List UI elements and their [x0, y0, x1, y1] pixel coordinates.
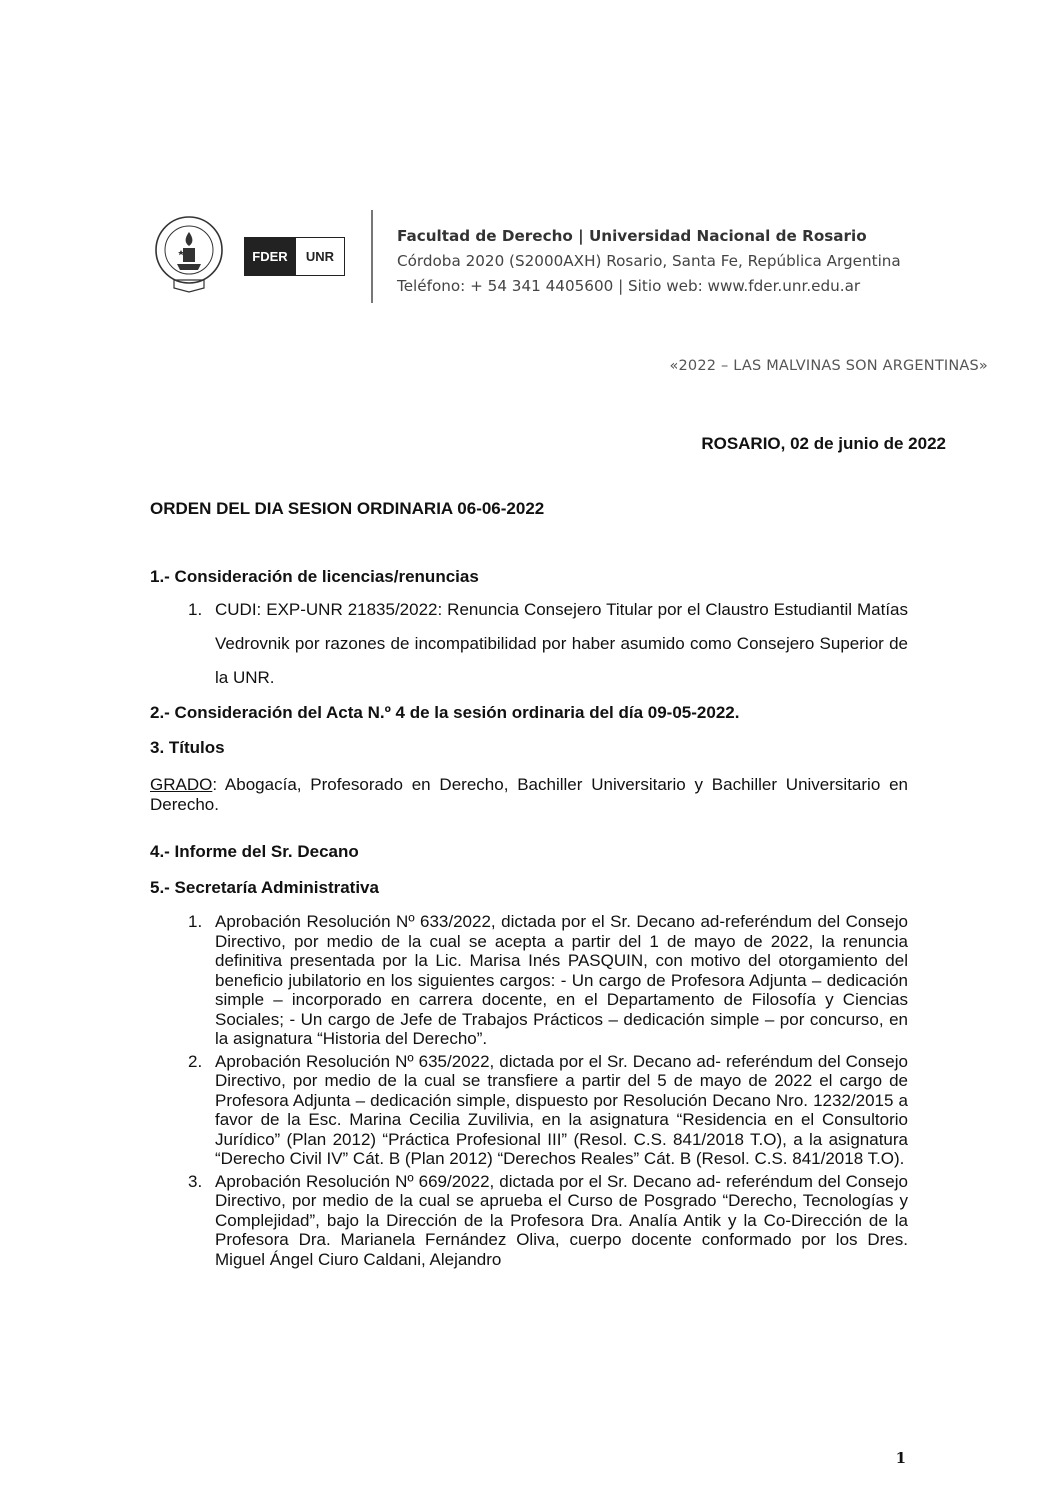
grado-text: : Abogacía, Profesorado en Derecho, Bachiller Universitario y Bachiller Universitario en Derecho. [150, 775, 908, 814]
list-number: 2. [188, 1051, 203, 1071]
list-text: Aprobación Resolución Nº 635/2022, dictada por el Sr. Decano ad- referéndum del Consejo Directivo, por medio de la cual se transfiere a partir del 5 de mayo de 2022 el cargo de Profesora Adjunta – dedicación simple, dispuesto por Resolución Decano Nro. 1232/2015 a favor de la Esc. Marina Cecilia Zuvilivia, en la asignatura “Residencia en el Consultorio Jurídico” (Plan 2012) “Práctica Profesional III” (Resol. C.S. 841/2018 T.O), a la asignatura “Derecho Civil IV” Cát. B (Plan 2012) “Derechos Reales” Cát. B (Resol. C.S. 841/2018 T.O). [215, 1051, 908, 1168]
unr-logo-box: UNR [295, 237, 345, 276]
list-item [150, 1052, 908, 1169]
page-number: 1 [895, 1449, 906, 1467]
institution-address: Córdoba 2020 (S2000AXH) Rosario, Santa Fe, República Argentina [397, 252, 901, 270]
fder-logo-box: FDER [244, 237, 296, 276]
document-title: ORDEN DEL DIA SESION ORDINARIA 06-06-2022 [150, 499, 545, 518]
list-item [150, 1172, 908, 1270]
motto: «2022 – LAS MALVINAS SON ARGENTINAS» [669, 358, 988, 374]
grado-label: GRADO [150, 775, 213, 794]
list-number: 1. [188, 912, 203, 931]
list-item [150, 912, 908, 1049]
section-title: 2.- Consideración del Acta N.º 4 de la sesión ordinaria del día 09-05-2022. [150, 703, 740, 722]
institution-name: Facultad de Derecho | Universidad Nacional de Rosario [397, 227, 867, 245]
list-text: Aprobación Resolución Nº 669/2022, dictada por el Sr. Decano ad- referéndum del Consejo Directivo, por medio de la cual se aprueba el Curso de Posgrado “Derecho, Tecnologías y Complejidad”, bajo la Dirección de la Profesora Dra. Analía Antik y la Co-Dirección de la Profesora Dra. Marianela Fernández Oliva, cuerpo docente conformado por los Dres. Miguel Ángel Ciuro Caldani, Alejandro [215, 1171, 908, 1269]
list-number: 1. [188, 600, 203, 619]
section-title: 1.- Consideración de licencias/renuncias [150, 567, 479, 586]
list-number: 3. [188, 1171, 203, 1191]
section-1 [150, 566, 908, 695]
list-text: CUDI: EXP-UNR 21835/2022: Renuncia Consejero Titular por el Claustro Estudiantil Matías Vedrovnik por razones de incompatibilidad por haber asumido como Consejero Superior de la UNR. [215, 600, 908, 687]
section-title: 5.- Secretaría Administrativa [150, 878, 379, 897]
section-title: 3. Títulos [150, 738, 225, 757]
document-body [150, 566, 908, 1269]
list-item [150, 593, 908, 695]
section-title: 4.- Informe del Sr. Decano [150, 842, 359, 861]
document-date: ROSARIO, 02 de junio de 2022 [701, 434, 946, 453]
institution-contact: Teléfono: + 54 341 4405600 | Sitio web: www.fder.unr.edu.ar [397, 277, 861, 295]
header-divider [371, 210, 373, 303]
list-text: Aprobación Resolución Nº 633/2022, dictada por el Sr. Decano ad-referéndum del Consejo Directivo, por medio de la cual se acepta a partir del 1 de mayo de 2022, la renuncia definitiva presentada por la Lic. Marisa Inés PASQUIN, con motivo del otorgamiento del beneficio jubilatorio en los siguientes cargos: - Un cargo de Profesora Adjunta – dedicación simple – incorporado en carrera docente, en el Departamento de Filosofía y Ciencias Sociales; - Un cargo de Jefe de Trabajos Prácticos – dedicación simple – por concurso, en la asignatura “Historia del Derecho”. [215, 912, 908, 1048]
grado-paragraph [150, 775, 908, 814]
institution-info [397, 224, 901, 299]
university-seal-logo [154, 212, 224, 294]
